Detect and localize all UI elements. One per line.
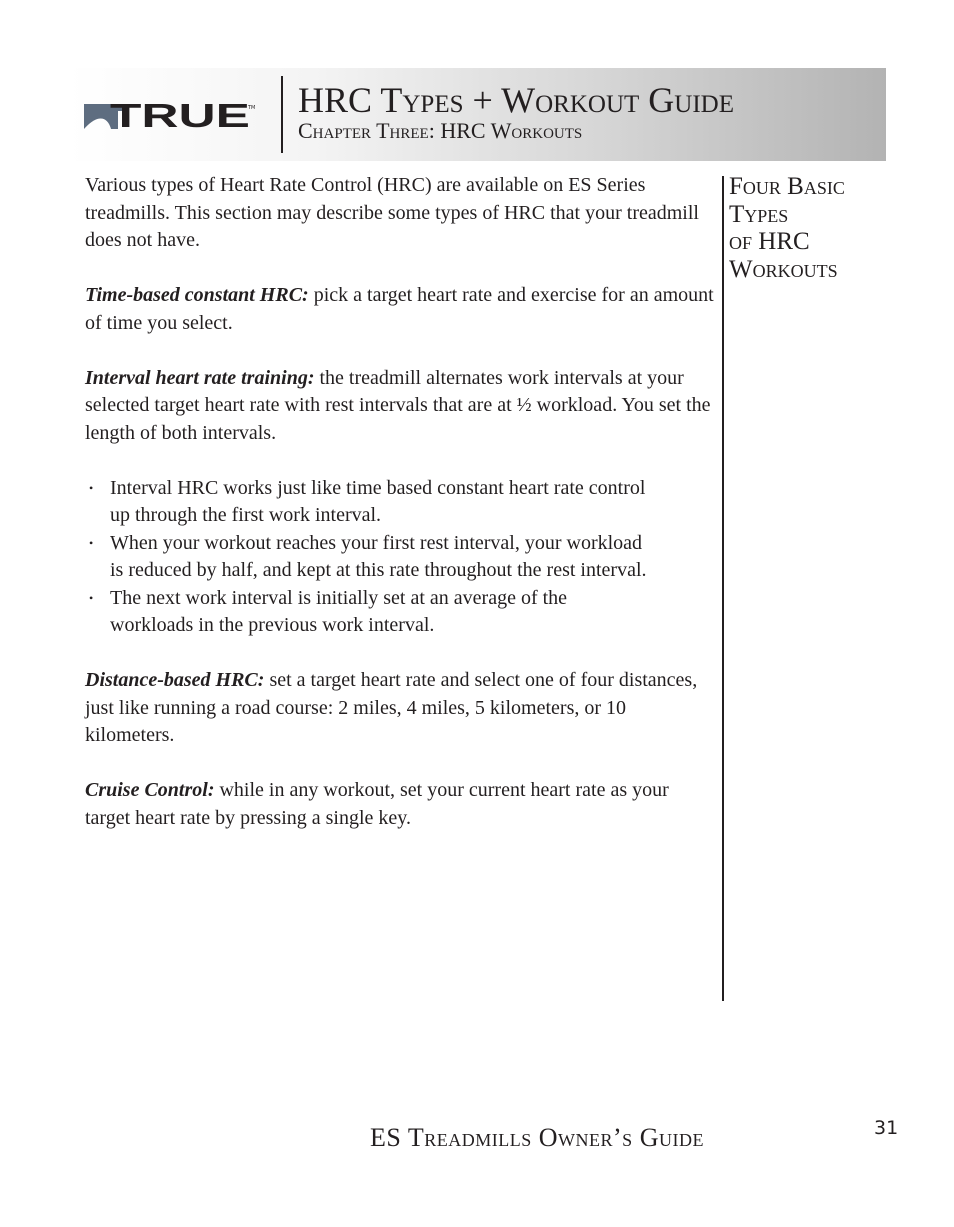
sidebar-heading bbox=[729, 173, 889, 283]
interval-bullet-list bbox=[85, 475, 715, 640]
page-number: 31 bbox=[874, 1117, 899, 1139]
list-item bbox=[85, 585, 650, 640]
main-content bbox=[85, 172, 715, 860]
sidebar-heading-line: of HRC bbox=[729, 228, 810, 255]
footer-guide-title: ES Treadmills Owner’s Guide bbox=[370, 1123, 704, 1152]
sidebar-heading-line: Workouts bbox=[729, 255, 838, 283]
section-distance-based bbox=[85, 667, 715, 750]
section-lead: Time-based constant HRC: bbox=[85, 284, 309, 306]
logo-wordmark: TRUE bbox=[110, 97, 250, 134]
section-interval-training bbox=[85, 365, 715, 448]
section-cruise-control bbox=[85, 777, 715, 832]
section-text: while in any workout, set your current heart rate as your target heart rate by pressing a single key. bbox=[85, 779, 669, 829]
sidebar-divider bbox=[722, 176, 724, 1001]
true-logo bbox=[84, 97, 256, 134]
sidebar-heading-line: Types bbox=[729, 200, 789, 228]
section-lead: Cruise Control: bbox=[85, 779, 215, 801]
list-item-text: Interval HRC works just like time based constant heart rate control up through the first work interval. bbox=[110, 476, 646, 526]
section-text: the treadmill alternates work intervals at your selected target heart rate with rest intervals that are at ½ workload. You set the length of both intervals. bbox=[85, 366, 711, 444]
sidebar-heading-line: Four Basic bbox=[729, 173, 845, 200]
bullet-icon: • bbox=[89, 590, 94, 605]
section-lead: Interval heart rate training: bbox=[85, 366, 315, 389]
header-divider bbox=[281, 76, 283, 153]
section-text: pick a target heart rate and exercise for an amount of time you select. bbox=[85, 284, 714, 334]
list-item bbox=[85, 475, 650, 530]
bullet-icon: • bbox=[89, 535, 94, 550]
bullet-icon: • bbox=[89, 480, 94, 495]
section-lead: Distance-based HRC: bbox=[85, 669, 265, 691]
section-time-based bbox=[85, 282, 715, 337]
page-title: HRC Types + Workout Guide bbox=[298, 80, 734, 120]
list-item-text: The next work interval is initially set at an average of the workloads in the previous work interval. bbox=[110, 586, 568, 636]
list-item bbox=[85, 530, 650, 585]
list-item-text: When your workout reaches your first rest interval, your workload is reduced by half, and kept at this rate throughout the rest interval. bbox=[110, 531, 647, 581]
trademark-mark: TM bbox=[248, 105, 256, 111]
chapter-subtitle: Chapter Three: HRC Workouts bbox=[298, 118, 583, 143]
section-text: set a target heart rate and select one of four distances, just like running a road course: 2 miles, 4 miles, 5 kilometers, or 10 kilometers. bbox=[85, 669, 698, 746]
intro-paragraph: Various types of Heart Rate Control (HRC) are available on ES Series treadmills. This section may describe some types of HRC that your treadmill does not have. bbox=[85, 174, 699, 251]
